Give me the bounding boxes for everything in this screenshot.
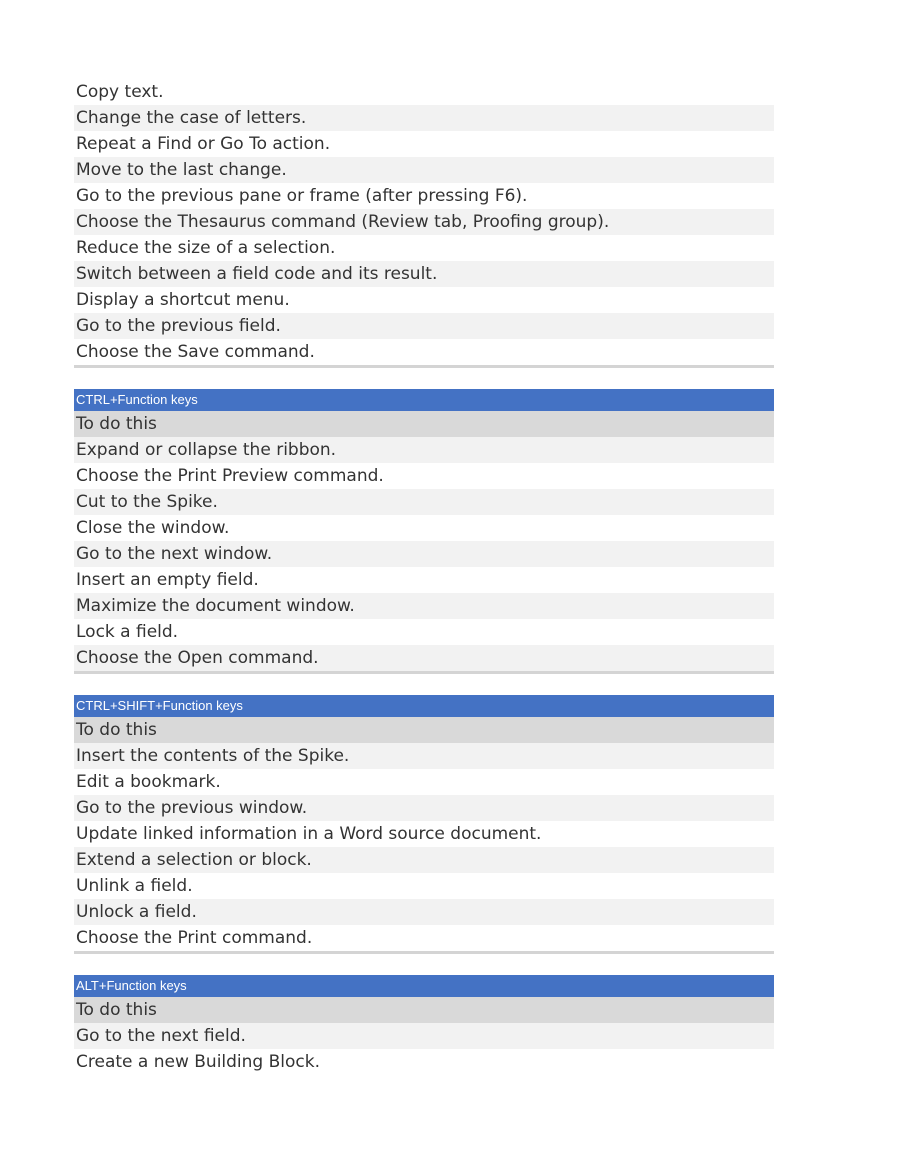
table-row: Choose the Save command. (74, 339, 774, 365)
table-row: Update linked information in a Word source document. (74, 821, 774, 847)
table-row: Reduce the size of a selection. (74, 235, 774, 261)
table-row: Cut to the Spike. (74, 489, 774, 515)
column-header: To do this (74, 997, 774, 1023)
column-header: To do this (74, 411, 774, 437)
table-row: Extend a selection or block. (74, 847, 774, 873)
table-row: Go to the previous field. (74, 313, 774, 339)
table-row: Choose the Thesaurus command (Review tab, Proofing group). (74, 209, 774, 235)
table-row: Display a shortcut menu. (74, 287, 774, 313)
table-row: Change the case of letters. (74, 105, 774, 131)
table-alt-function-keys (74, 975, 774, 1075)
table-row: Edit a bookmark. (74, 769, 774, 795)
section-title: ALT+Function keys (74, 975, 774, 997)
table-row: Copy text. (74, 79, 774, 105)
table-row: Maximize the document window. (74, 593, 774, 619)
table-row: Unlock a field. (74, 899, 774, 925)
table-row: Go to the next window. (74, 541, 774, 567)
table-row: Choose the Print Preview command. (74, 463, 774, 489)
table-row: Switch between a field code and its result. (74, 261, 774, 287)
table-row: Expand or collapse the ribbon. (74, 437, 774, 463)
table-row: Insert an empty field. (74, 567, 774, 593)
table-row: Choose the Print command. (74, 925, 774, 951)
table-row: Move to the last change. (74, 157, 774, 183)
column-header: To do this (74, 717, 774, 743)
section-title: CTRL+Function keys (74, 389, 774, 411)
table-row: Go to the previous window. (74, 795, 774, 821)
table-ctrl-function-keys (74, 389, 774, 674)
section-title: CTRL+SHIFT+Function keys (74, 695, 774, 717)
table-row: Go to the next field. (74, 1023, 774, 1049)
table-row: Repeat a Find or Go To action. (74, 131, 774, 157)
table-row: Insert the contents of the Spike. (74, 743, 774, 769)
table-row: Create a new Building Block. (74, 1049, 774, 1075)
table-row: Close the window. (74, 515, 774, 541)
table-row: Lock a field. (74, 619, 774, 645)
table-continued (74, 79, 774, 368)
table-ctrl-shift-function-keys (74, 695, 774, 954)
document-body (74, 79, 774, 1075)
table-row: Go to the previous pane or frame (after pressing F6). (74, 183, 774, 209)
table-row: Choose the Open command. (74, 645, 774, 671)
table-row: Unlink a field. (74, 873, 774, 899)
